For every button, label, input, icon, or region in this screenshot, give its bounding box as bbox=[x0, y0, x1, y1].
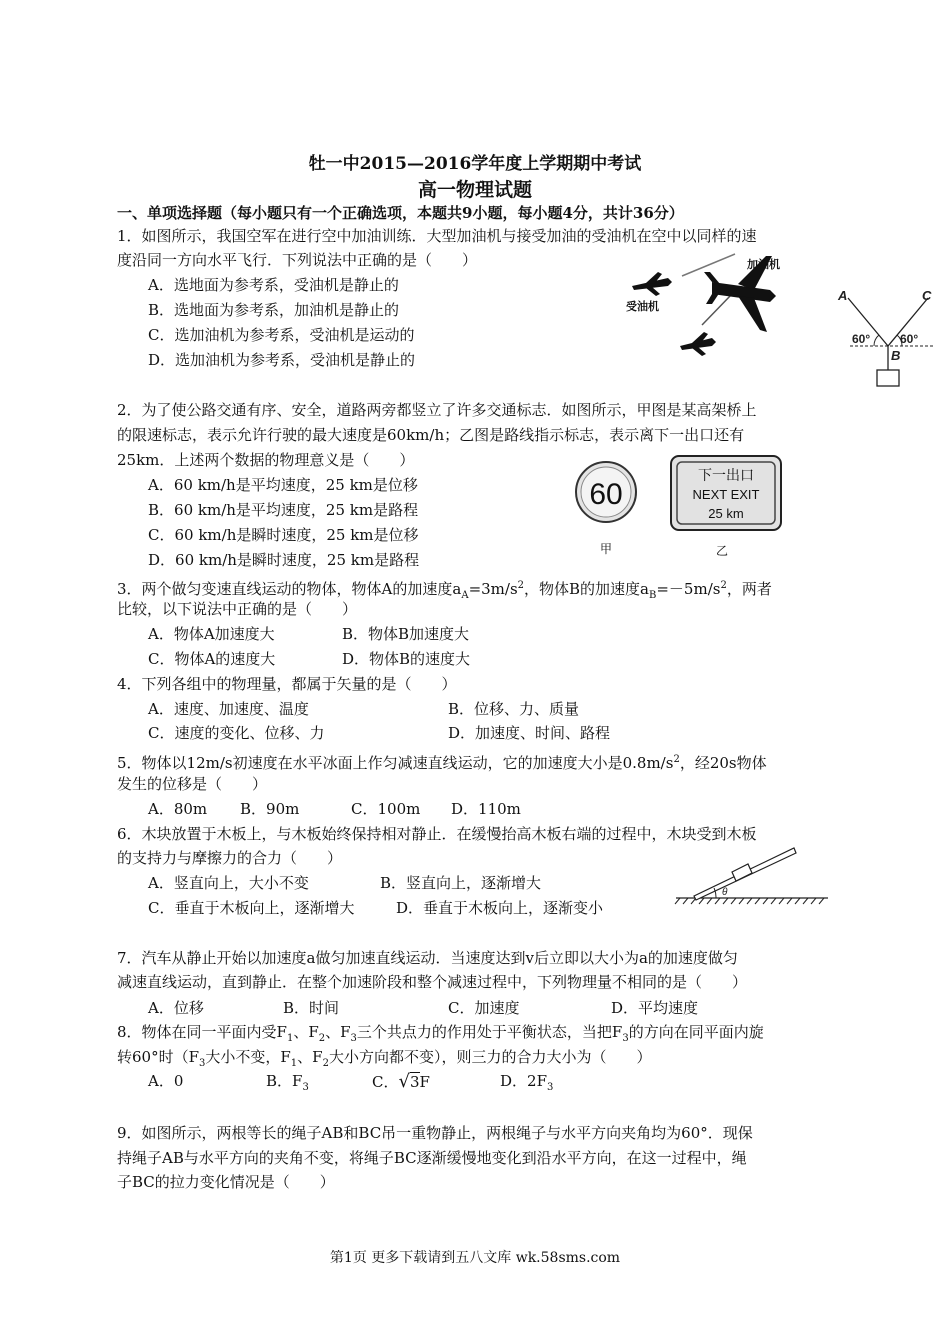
q6-option-b: B．竖直向上，逐渐增大 bbox=[380, 874, 542, 892]
q3-option-d: D．物体B的速度大 bbox=[342, 650, 471, 668]
traffic-signs-figure bbox=[570, 452, 790, 560]
q4-option-d: D．加速度、时间、路程 bbox=[448, 724, 611, 742]
q5-option-b: B．90m bbox=[240, 800, 300, 818]
refueling-aircraft-figure bbox=[620, 250, 800, 370]
q7-line1: 7．汽车从静止开始以加速度a做匀加速直线运动．当速度达到v后立即以大小为a的加速度做匀 bbox=[117, 949, 738, 967]
q5-line1: 5．物体以12m/s初速度在水平冰面上作匀减速直线运动，它的加速度大小是$0.8m/s^2$，经20s物体 bbox=[117, 754, 767, 772]
q3-option-c: C．物体A的速度大 bbox=[148, 650, 276, 668]
q6-line1: 6．木块放置于木板上，与木板始终保持相对静止．在缓慢抬高木板右端的过程中，木块受到木板 bbox=[117, 825, 757, 843]
speed-limit-value: 60 bbox=[589, 478, 623, 511]
q3-option-b: B．物体B加速度大 bbox=[342, 625, 470, 643]
q1-option-b: B．选地面为参考系，加油机是静止的 bbox=[148, 301, 400, 319]
receiver-label: 受油机 bbox=[626, 301, 659, 313]
q9-line2: 持绳子AB与水平方向的夹角不变，将绳子BC逐渐缓慢地变化到沿水平方向，在这一过程中，绳 bbox=[117, 1149, 747, 1167]
q7-option-d: D．平均速度 bbox=[611, 999, 699, 1017]
q6-option-a: A．竖直向上，大小不变 bbox=[148, 874, 309, 892]
q1-line1: 1．如图所示，我国空军在进行空中加油训练．大型加油机与接受加油的受油机在空中以同样的速 bbox=[117, 227, 757, 245]
q2-option-c: C．60 km/h是瞬时速度，25 km是位移 bbox=[148, 526, 419, 544]
exit-sign-line1: 下一出口 bbox=[698, 467, 754, 483]
q6-option-c: C．垂直于木板向上，逐渐增大 bbox=[148, 899, 355, 917]
q4-line1: 4．下列各组中的物理量，都属于矢量的是（ ） bbox=[117, 675, 457, 693]
sqrt-radicand: 3 bbox=[409, 1073, 420, 1091]
q3-option-a: A．物体A加速度大 bbox=[148, 625, 275, 643]
q6-line2: 的支持力与摩擦力的合力（ ） bbox=[117, 849, 343, 867]
label-b: B bbox=[891, 348, 901, 363]
weight-block bbox=[877, 370, 899, 386]
q8-line2: 转60°时（$F_3$大小不变，$F_1$、$F_2$大小方向都不变），则三力的合力大小为（ ） bbox=[117, 1048, 652, 1069]
q3-line1: 3．两个做匀变速直线运动的物体，物体A的加速度$a_A=3m/s^2$，物体B的加速度$a_B=-5m/s^2$，两者 bbox=[117, 580, 772, 601]
angle-left-label: 60° bbox=[852, 332, 871, 346]
receiver-aircraft-icon-top bbox=[632, 272, 672, 296]
q7-option-c: C．加速度 bbox=[448, 999, 520, 1017]
fuel-hose-line-2 bbox=[702, 294, 732, 325]
exit-sign-line3: 25 km bbox=[708, 506, 744, 521]
q9-line1: 9．如图所示，两根等长的绳子AB和BC吊一重物静止，两根绳子与水平方向夹角均为60°．现保 bbox=[117, 1124, 753, 1142]
q8-option-a: A．0 bbox=[148, 1072, 184, 1090]
q4-option-b: B．位移、力、质量 bbox=[448, 700, 580, 718]
q4-option-a: A．速度、加速度、温度 bbox=[148, 700, 309, 718]
angle-right-label: 60° bbox=[900, 332, 919, 346]
q9-line3: 子BC的拉力变化情况是（ ） bbox=[117, 1173, 335, 1191]
q7-option-b: B．时间 bbox=[283, 999, 340, 1017]
q5-line2: 发生的位移是（ ） bbox=[117, 775, 268, 793]
q8-line1: 8．物体在同一平面内受$F_1$、$F_2$、$F_3$三个共点力的作用处于平衡状态，当把$F_3$的方向在同平面内旋 bbox=[117, 1023, 764, 1044]
angle-arc-left bbox=[874, 335, 879, 346]
label-c: C bbox=[922, 288, 932, 303]
wooden-block bbox=[732, 864, 752, 881]
q5-option-d: D．110m bbox=[451, 800, 521, 818]
q1-option-a: A．选地面为参考系，受油机是静止的 bbox=[148, 276, 399, 294]
q5-option-c: C．100m bbox=[351, 800, 421, 818]
q8-option-b: B．$F_3$ bbox=[266, 1072, 309, 1093]
label-yi: 乙 bbox=[715, 544, 729, 558]
q6-option-d: D．垂直于木板向上，逐渐变小 bbox=[396, 899, 604, 917]
exit-sign-line2: NEXT EXIT bbox=[692, 487, 760, 502]
section-heading: 一、单项选择题（每小题只有一个正确选项，本题共9小题，每小题4分，共计36分） bbox=[117, 204, 684, 222]
label-jia: 甲 bbox=[599, 542, 613, 556]
tanker-label: 加油机 bbox=[747, 259, 780, 271]
q8-option-d: D．$2F_3$ bbox=[500, 1072, 554, 1093]
q2-option-b: B．60 km/h是平均速度，25 km是路程 bbox=[148, 501, 419, 519]
q7-line2: 减速直线运动，直到静止．在整个加速阶段和整个减速过程中，下列物理量不相同的是（ ） bbox=[117, 973, 748, 991]
q8-option-c: C．√3F bbox=[372, 1071, 430, 1092]
q1-option-d: D．选加油机为参考系，受油机是静止的 bbox=[148, 351, 416, 369]
label-a: A bbox=[838, 288, 848, 303]
exam-title: 牡一中2015—2016学年度上学期期中考试 bbox=[308, 154, 642, 174]
q2-option-d: D．60 km/h是瞬时速度，25 km是路程 bbox=[148, 551, 420, 569]
theta-label: θ bbox=[722, 887, 728, 898]
exam-subtitle: 高一物理试题 bbox=[417, 179, 532, 201]
q7-option-a: A．位移 bbox=[148, 999, 204, 1017]
hanging-weight-figure bbox=[830, 280, 940, 390]
q2-line2: 的限速标志，表示允许行驶的最大速度是60km/h；乙图是路线指示标志，表示离下一出口还有 bbox=[117, 426, 745, 444]
q2-option-a: A．60 km/h是平均速度，25 km是位移 bbox=[148, 476, 418, 494]
q2-line3: 25km．上述两个数据的物理意义是（ ） bbox=[117, 451, 415, 469]
q3-line2: 比较，以下说法中正确的是（ ） bbox=[117, 600, 358, 618]
inclined-board-figure bbox=[672, 842, 832, 908]
q2-line1: 2．为了使公路交通有序、安全，道路两旁都竖立了许多交通标志．如图所示，甲图是某高架桥上 bbox=[117, 401, 757, 419]
page-footer: 第1页 更多下载请到五八文库 wk.58sms.com bbox=[329, 1250, 621, 1266]
q5-option-a: A．80m bbox=[148, 800, 208, 818]
q4-option-c: C．速度的变化、位移、力 bbox=[148, 724, 325, 742]
receiver-aircraft-icon-bottom bbox=[680, 332, 716, 356]
q1-option-c: C．选加油机为参考系，受油机是运动的 bbox=[148, 326, 415, 344]
q1-line2: 度沿同一方向水平飞行．下列说法中正确的是（ ） bbox=[117, 251, 478, 269]
